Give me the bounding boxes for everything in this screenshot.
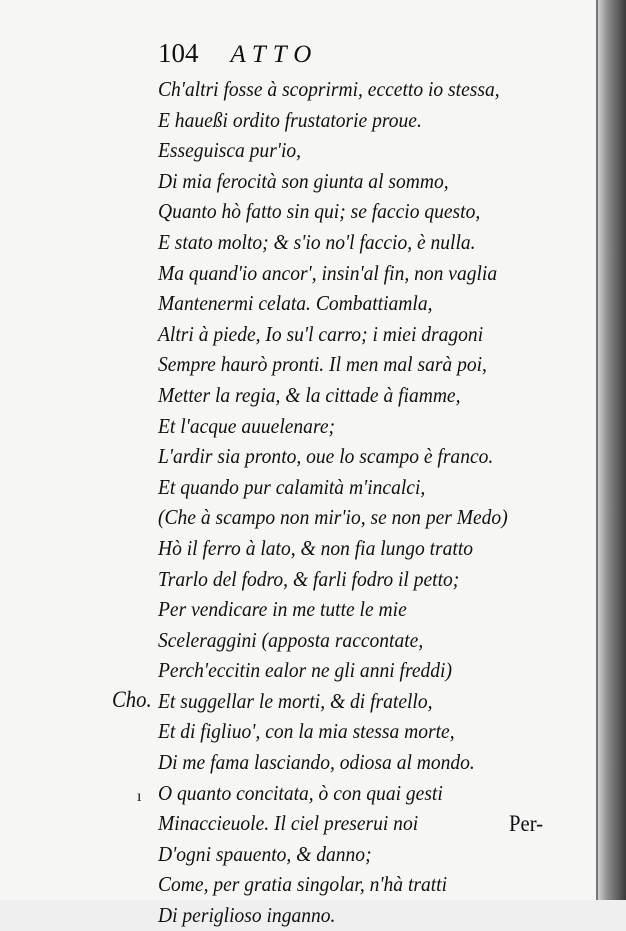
speaker-label: Cho. [112,687,152,712]
verse-line: Trarlo del fodro, & farli fodro il petto; [158,566,460,591]
verse-line: Perch'eccitin ealor ne gli anni freddi) [158,658,452,683]
page-number: 104 [158,38,199,68]
verse-line: Di mia ferocità son giunta al sommo, [158,168,449,193]
verse-line: Hò il ferro à lato, & non fia lungo tratto [158,535,474,560]
verse-line: Et suggellar le morti, & di fratello, [158,688,433,713]
verse-line: Ch'altri fosse à scoprirmi, eccetto io stessa, [158,77,500,101]
verse-line: Di me fama lasciando, odiosa al mondo. [158,750,475,775]
verse-line: Per vendicare in me tutte le mie [158,597,407,622]
page-edge-shadow [598,0,626,900]
verse-line: Ma quand'io ancor', insin'al fin, non vaglia [158,260,498,285]
verse-line: Metter la regia, & la cittade à fiamme, [158,382,461,407]
verse-line: Altri à piede, Io su'l carro; i miei dragoni [158,321,484,346]
verse-line: D'ogni spauento, & danno; [158,841,372,866]
verse-line: Esseguisca pur'io, [158,138,302,163]
verse-line: Quanto hò fatto sin qui; se faccio questo, [158,199,481,224]
verse-line: E haueßi ordito frustatorie proue. [158,107,422,132]
verse-text [158,74,534,931]
verse-line: Minaccieuole. Il ciel preserui noi [158,811,419,836]
verse-line: O quanto concitata, ò con quai gesti [158,780,443,805]
running-title: ATTO [230,41,319,68]
verse-line: Di periglioso inganno. [158,903,336,928]
verse-line: Et l'acque auuelenare; [158,413,335,438]
verse-line: L'ardir sia pronto, oue lo scampo è franco. [158,444,494,469]
verse-line: Come, per gratia singolar, n'hà tratti [158,872,448,897]
page-header [158,38,318,70]
verse-line: Mantenermi celata. Combattiamla, [158,291,433,316]
verse-line: Et quando pur calamità m'incalci, [158,474,426,499]
margin-mark: ı [137,788,142,805]
verse-line: Sempre haurò pronti. Il men mal sarà poi, [158,352,487,377]
verse-line: E stato molto; & s'io no'l faccio, è nulla. [158,229,476,254]
verse-line: Et di figliuo', con la mia stessa morte, [158,719,455,744]
verse-line: Sceleraggini (apposta raccontate, [158,627,424,652]
catchword: Per- [509,811,544,836]
verse-line: (Che à scampo non mir'io, se non per Medo) [158,505,508,530]
